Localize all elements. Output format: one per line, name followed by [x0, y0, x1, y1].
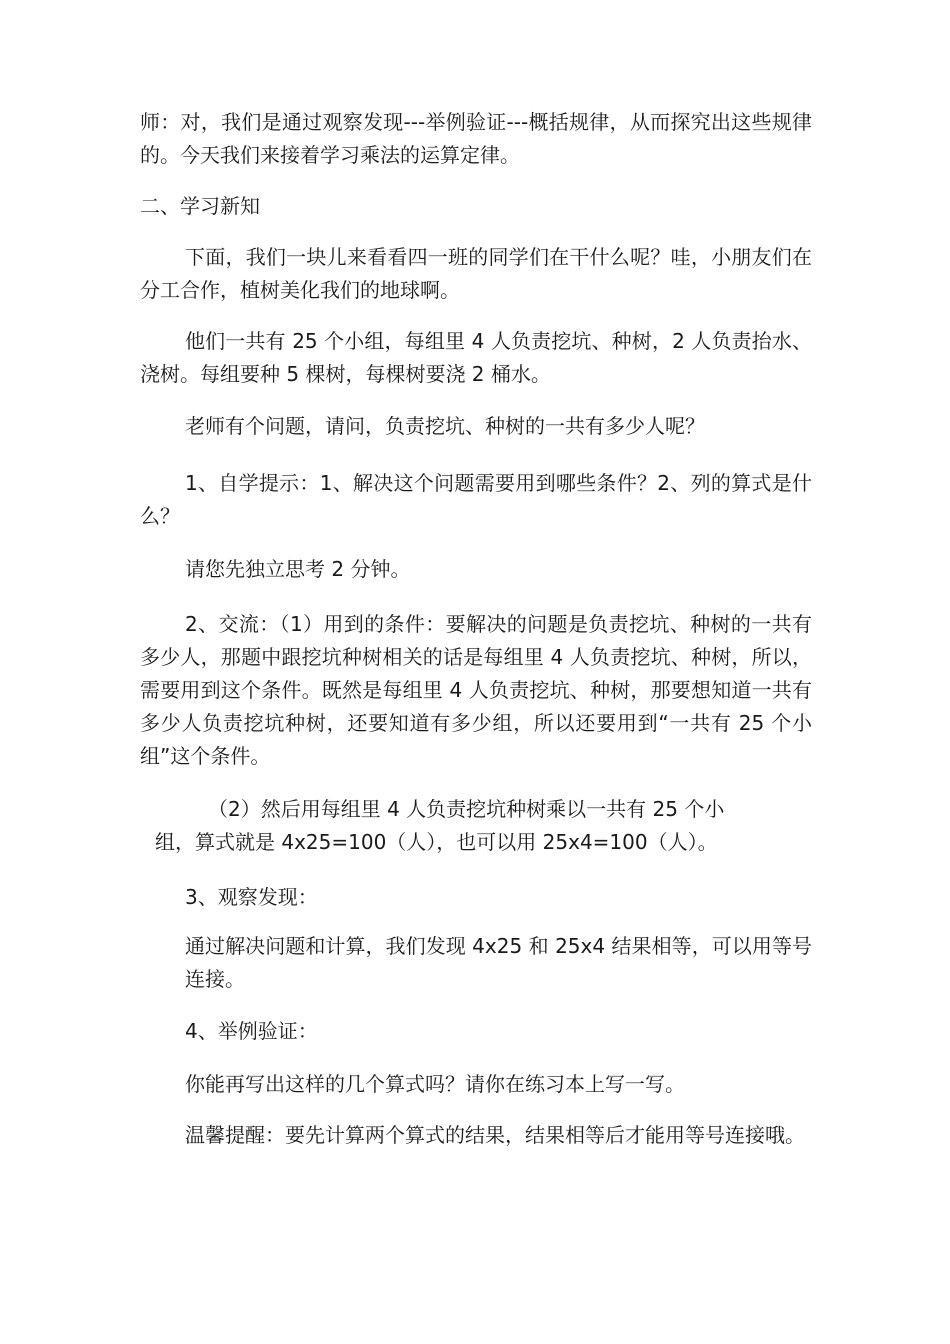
- paragraph-self-study-hint: 1、自学提示：1、解决这个问题需要用到哪些条件？2、列的算式是什么？: [140, 471, 812, 528]
- section-heading-new-knowledge: 二、学习新知: [140, 194, 260, 218]
- paragraph-formula-line2: 组，算式就是 4x25=100（人），也可以用 25x4=100（人）。: [155, 830, 718, 854]
- paragraph-teacher-question: 老师有个问题，请问，负责挖坑、种树的一共有多少人呢？: [185, 414, 705, 438]
- paragraph-discussion: 2、交流：（1）用到的条件：要解决的问题是负责挖坑、种树的一共有多少人，那题中跟挖坑种树相关的话是每组里 4 人负责挖坑、种树，所以，需要用到这个条件。既然是每组里 4 人负责挖坑、种树，那要想知道一共有多少人负责挖坑种树，还要知道有多少组，所以还要用到“一共有 25 个小组”这个条件。: [140, 612, 812, 768]
- paragraph-reminder: 温馨提醒：要先计算两个算式的结果，结果相等后才能用等号连接哦。: [185, 1123, 805, 1147]
- paragraph-observe-heading: 3、观察发现：: [185, 885, 318, 909]
- paragraph-think-prompt: 请您先独立思考 2 分钟。: [185, 557, 411, 581]
- paragraph-verify-heading: 4、举例验证：: [185, 1019, 318, 1043]
- paragraph-problem-conditions: 他们一共有 25 个小组，每组里 4 人负责挖坑、种树，2 人负责抬水、浇树。每组要种 5 棵树，每棵树要浇 2 桶水。: [140, 329, 812, 386]
- paragraph-intro-scene: 下面，我们一块儿来看看四一班的同学们在干什么呢？哇，小朋友们在分工合作，植树美化我们的地球啊。: [140, 245, 812, 302]
- paragraph-formula-line1: （2）然后用每组里 4 人负责挖坑种树乘以一共有 25 个小: [208, 797, 725, 821]
- paragraph-observe-result: 通过解决问题和计算，我们发现 4x25 和 25x4 结果相等，可以用等号连接。: [185, 934, 812, 991]
- paragraph-teacher-summary: 师：对，我们是通过观察发现---举例验证---概括规律，从而探究出这些规律的。今天我们来接着学习乘法的运算定律。: [140, 110, 812, 167]
- paragraph-verify-task: 你能再写出这样的几个算式吗？请你在练习本上写一写。: [185, 1072, 685, 1096]
